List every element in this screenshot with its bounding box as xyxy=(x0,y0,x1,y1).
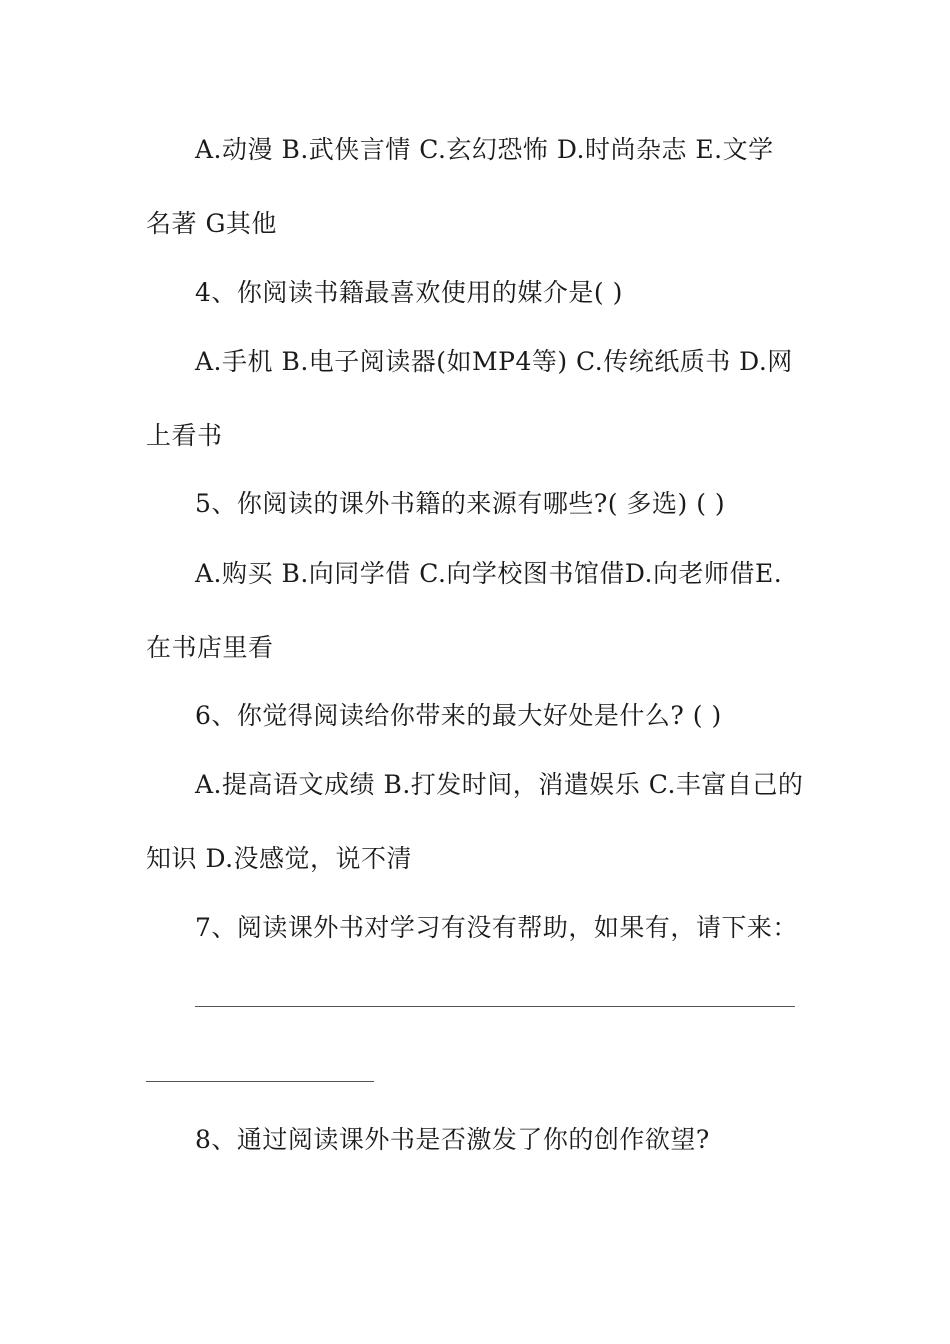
q4-options-line-2: 上看书 xyxy=(146,421,223,450)
q6-options-line-1: A.提高语文成绩 B.打发时间，消遣娱乐 C.丰富自己的 xyxy=(195,770,804,799)
q5-options-line-1: A.购买 B.向同学借 C.向学校图书馆借D.向老师借E. xyxy=(195,559,783,588)
q3-options-line-1: A.动漫 B.武侠言情 C.玄幻恐怖 D.时尚杂志 E.文学 xyxy=(195,135,774,164)
q6-question: 6、你觉得阅读给你带来的最大好处是什么? ( ) xyxy=(195,701,722,730)
q5-question: 5、你阅读的课外书籍的来源有哪些?( 多选) ( ) xyxy=(195,489,726,518)
q6-options-line-2: 知识 D.没感觉，说不清 xyxy=(146,844,413,873)
q5-options-line-2: 在书店里看 xyxy=(146,633,274,662)
q8-question: 8、通过阅读课外书是否激发了你的创作欲望? xyxy=(195,1125,710,1154)
q4-options-line-1: A.手机 B.电子阅读器(如MP4等) C.传统纸质书 D.网 xyxy=(195,347,793,376)
answer-blank-line-1[interactable] xyxy=(195,1006,795,1007)
q3-options-line-2: 名著 G其他 xyxy=(146,209,277,238)
q4-question: 4、你阅读书籍最喜欢使用的媒介是( ) xyxy=(195,278,623,307)
q7-question: 7、阅读课外书对学习有没有帮助，如果有，请下来： xyxy=(195,913,798,942)
answer-blank-line-2[interactable] xyxy=(146,1081,374,1082)
